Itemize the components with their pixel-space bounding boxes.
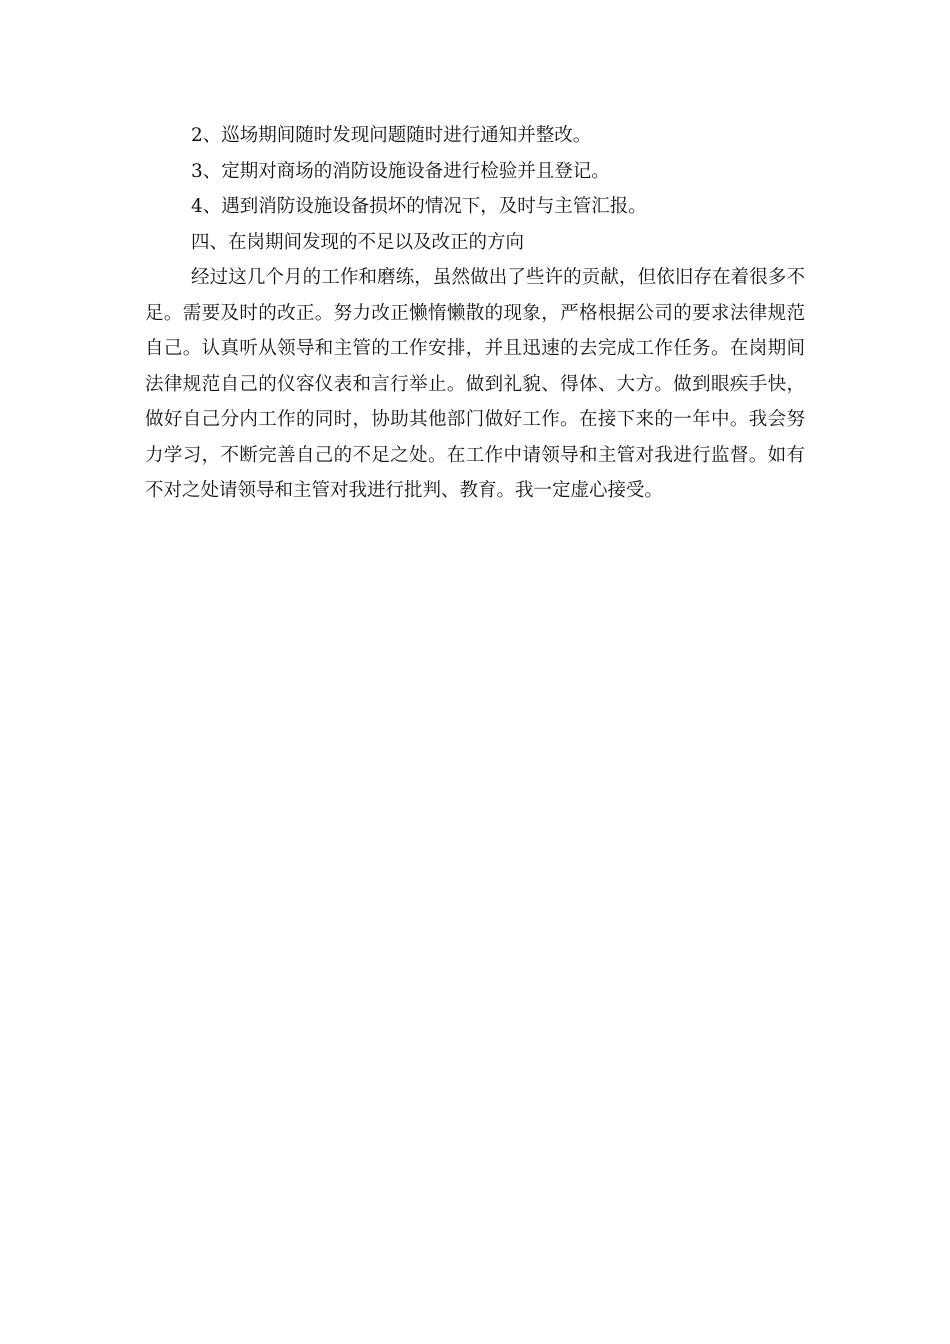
list-item-3: 3、定期对商场的消防设施设备进行检验并且登记。 [191,160,610,182]
section-heading: 四、在岗期间发现的不足以及改正的方向 [191,231,525,253]
list-item-4: 4、遇到消防设施设备损坏的情况下，及时与主管汇报。 [191,196,647,217]
list-item-2: 2、巡场期间随时发现问题随时进行通知并整改。 [191,125,592,146]
body-paragraph: 经过这几个月的工作和磨练，虽然做出了些许的贡献，但依旧存在着很多不足。需要及时的改正。努力改正懒惰懒散的现象，严格根据公司的要求法律规范自己。认真听从领导和主管的工作安排，并且迅速的去完成工作任务。在岗期间法律规范自己的仪容仪表和言行举止。做到礼貌、得体、大方。做到眼疾手快，做好自己分内工作的同时，协助其他部门做好工作。在接下来的一年中。我会努力学习，不断完善自己的不足之处。在工作中请领导和主管对我进行监督。如有不对之处请领导和主管对我进行批判、教育。我一定虚心接受。 [145,267,805,501]
document-content [145,118,805,509]
